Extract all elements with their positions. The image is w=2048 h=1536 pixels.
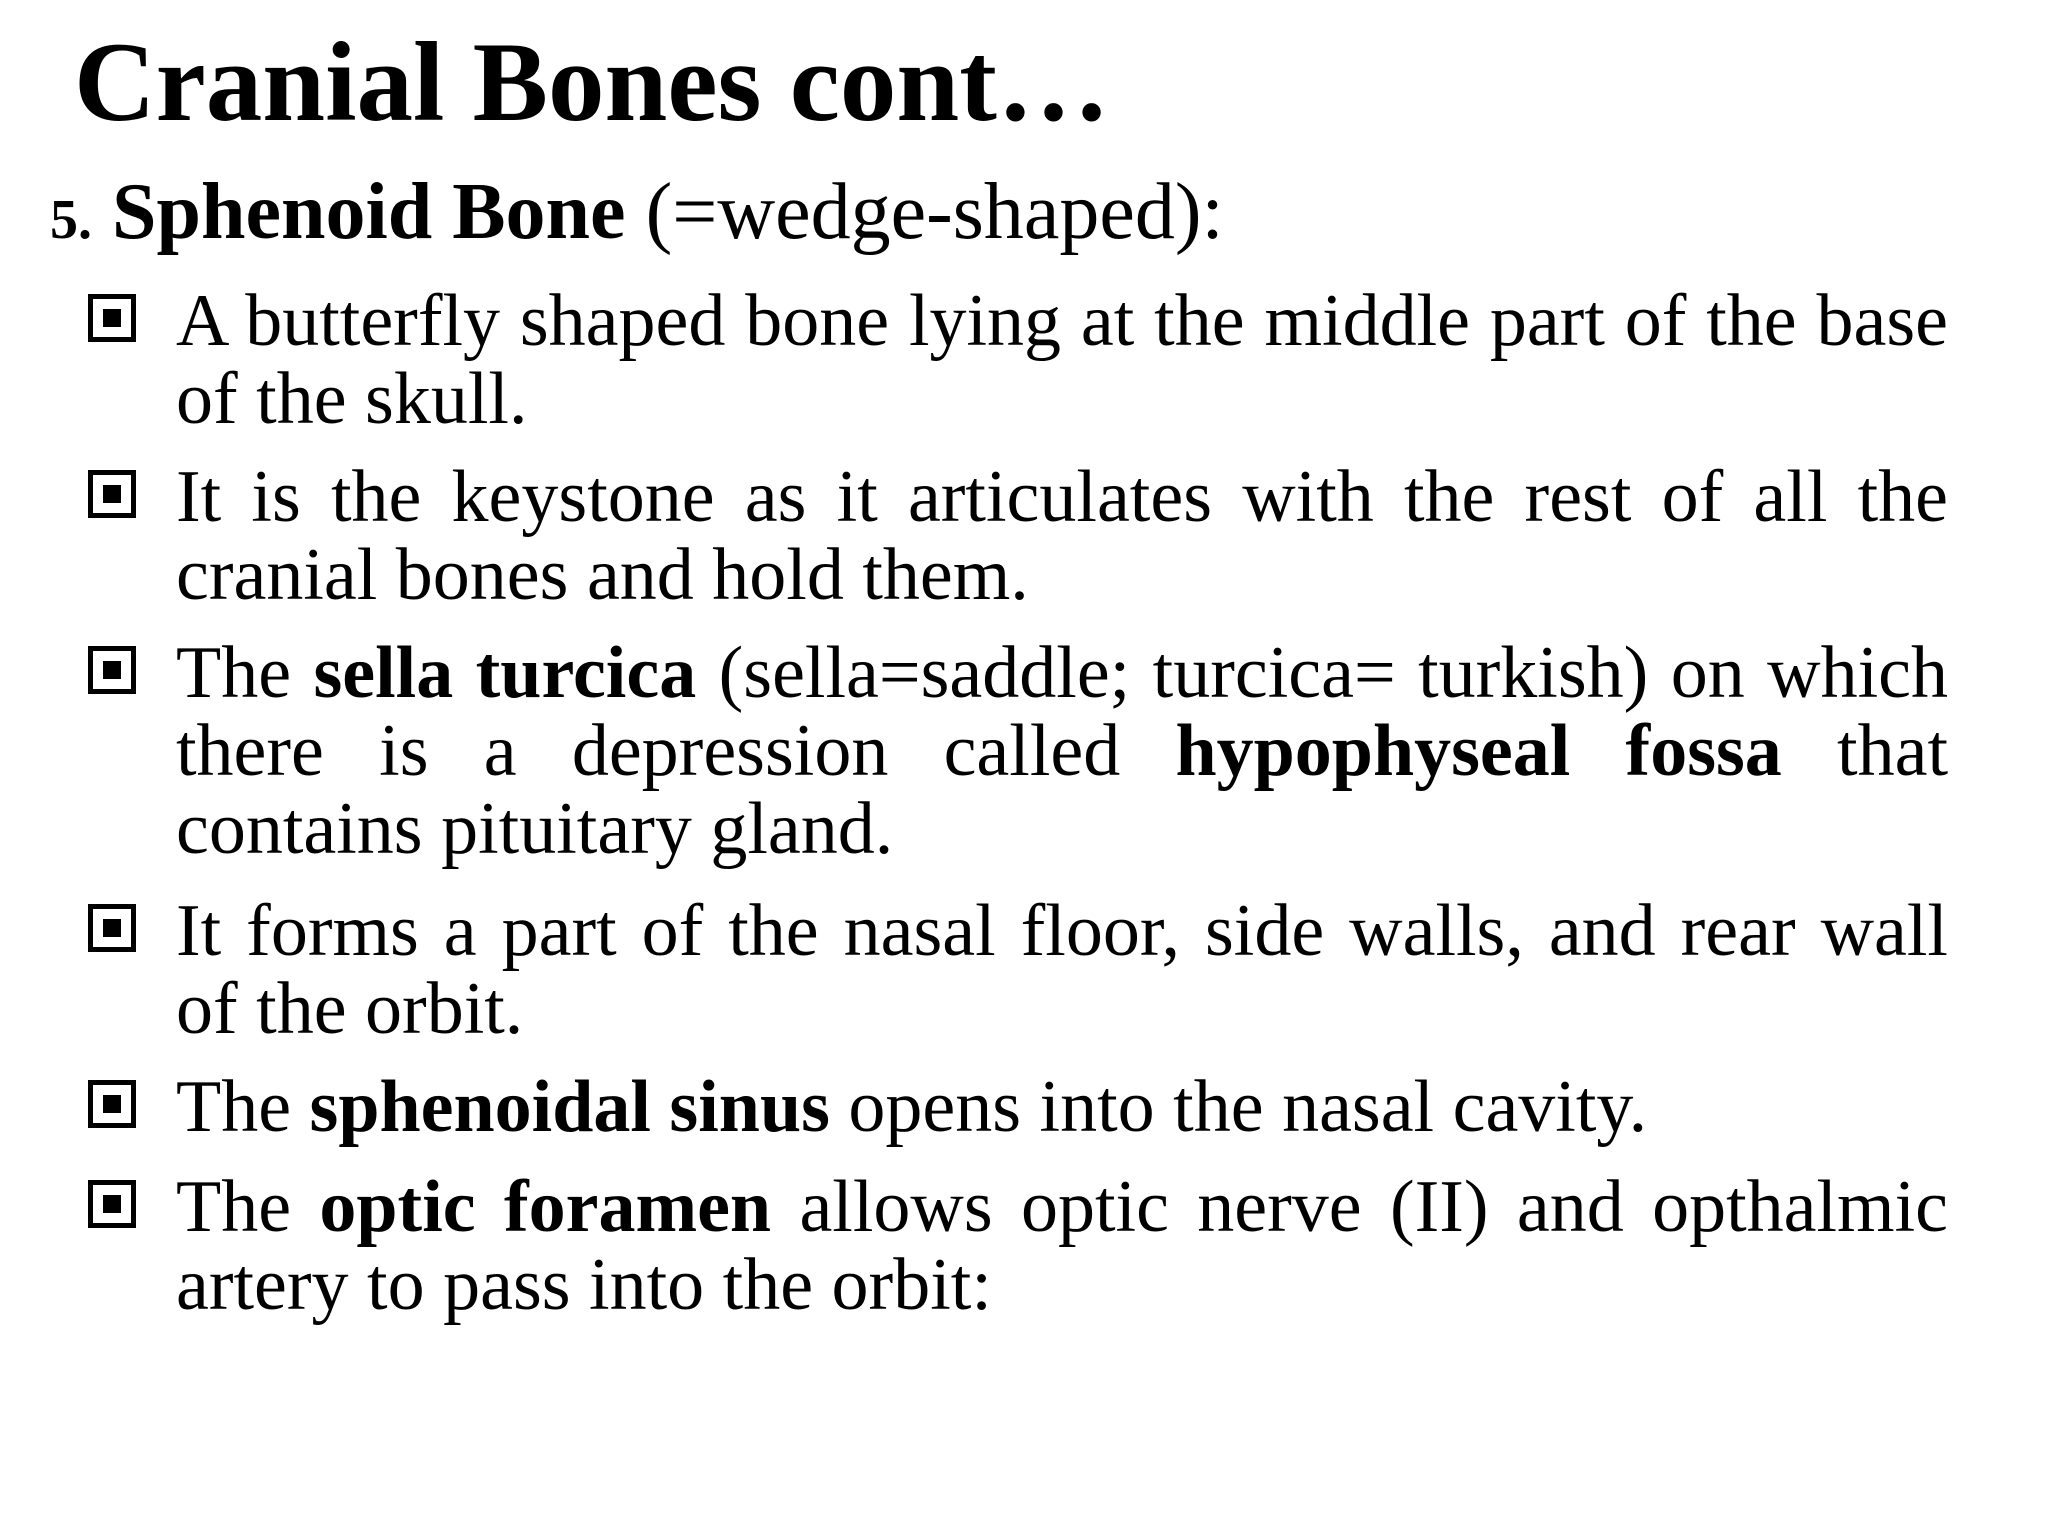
- boxed-square-bullet-icon: [88, 470, 136, 518]
- boxed-square-bullet-icon: [88, 1080, 136, 1128]
- bullet-text-run: It forms a part of the nasal floor, side walls, and rear wall of the orbit.: [176, 890, 1948, 1050]
- boxed-square-bullet-icon: [88, 1180, 136, 1228]
- boxed-square-bullet-icon: [88, 646, 136, 694]
- slide-title: Cranial Bones cont…: [74, 20, 1110, 145]
- bullet-text-run: that contains pituitary gland.: [176, 710, 1949, 870]
- section-number: 5.: [50, 189, 92, 251]
- bullet-bold-term: sphenoidal sinus: [309, 1066, 830, 1148]
- bullet-text-run: The: [176, 632, 314, 714]
- bullet-text: [176, 892, 1948, 1048]
- section-name: Sphenoid Bone: [112, 168, 626, 256]
- boxed-square-bullet-icon: [88, 294, 136, 342]
- bullet-text: [176, 458, 1948, 614]
- bullet-text-run: A butterfly shaped bone lying at the middle part of the base of the skull.: [176, 280, 1948, 440]
- bullet-text-run: The: [176, 1066, 310, 1148]
- bullet-bold-term: sella turcica: [313, 632, 697, 714]
- bullet-text: [176, 1068, 1948, 1146]
- bullet-bold-term: optic foramen: [319, 1166, 772, 1248]
- bullet-text: [176, 634, 1948, 868]
- boxed-square-bullet-icon: [88, 904, 136, 952]
- bullet-text-run: opens into the nasal cavity.: [829, 1066, 1648, 1148]
- bullet-text: [176, 1168, 1948, 1324]
- bullet-bold-term: hypophyseal fossa: [1175, 710, 1782, 792]
- bullet-text-run: The: [176, 1166, 320, 1248]
- bullet-text-run: It is the keystone as it articulates with the rest of all the cranial bones and hold them.: [176, 456, 1948, 616]
- bullet-text: [176, 282, 1948, 438]
- bullet-text-run: (sella=saddle; turcica= turkish) on which there is a depression called: [176, 632, 1948, 792]
- section-descriptor: (=wedge-shaped):: [625, 168, 1224, 256]
- bullet-text-run: allows optic nerve (II) and opthalmic artery to pass into the orbit:: [176, 1166, 1949, 1326]
